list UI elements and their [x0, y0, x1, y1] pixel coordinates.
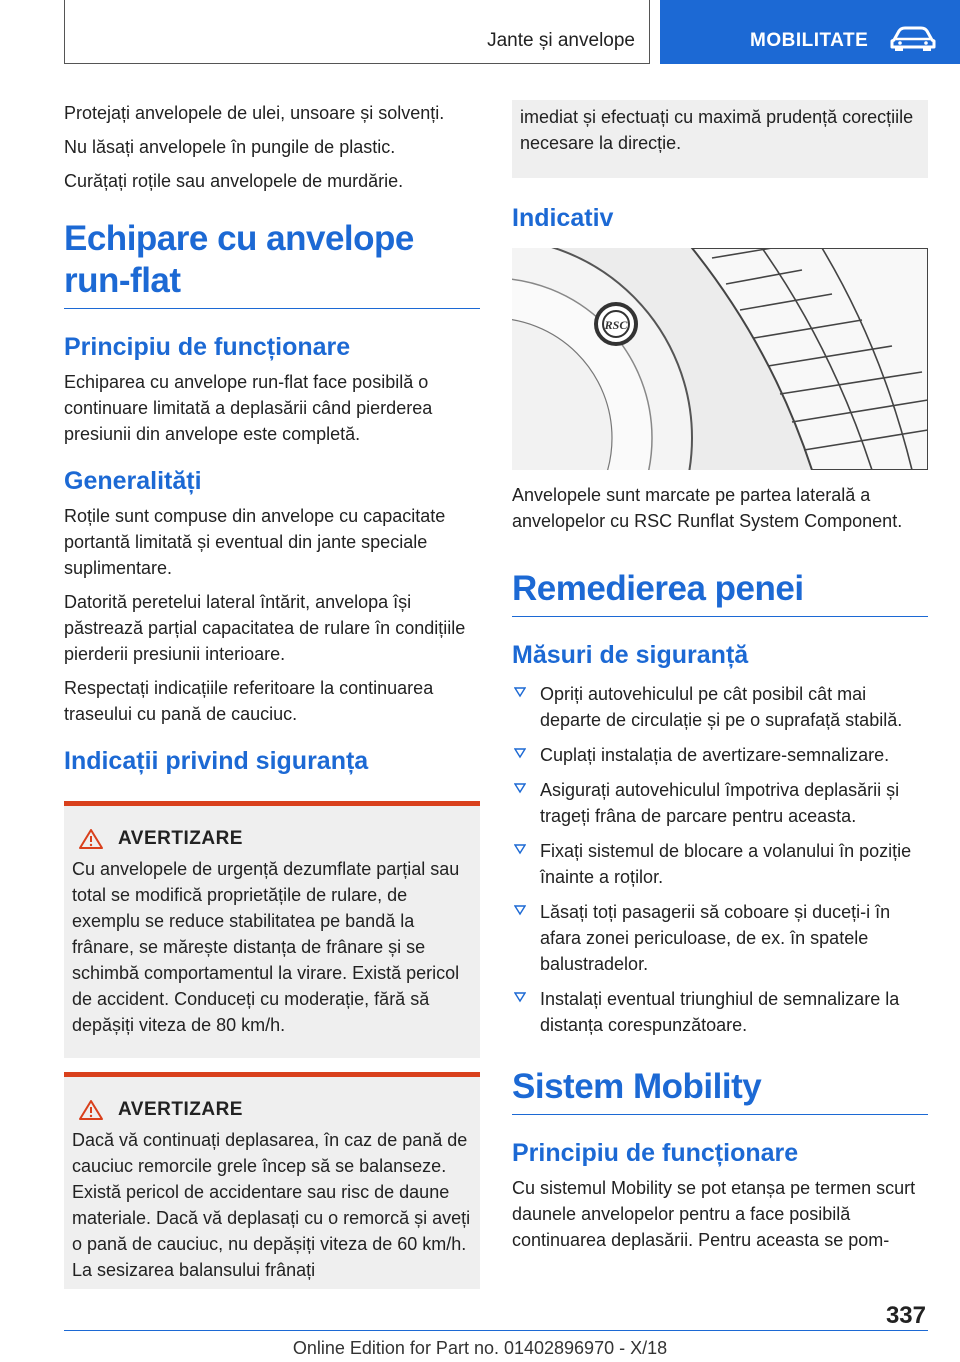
warning-continuation-text: imediat și efectuați cu maximă prudență corecțiile necesare la direcție. — [520, 107, 914, 153]
heading-runflat: Echipare cu anvelope run-flat — [64, 219, 414, 300]
heading-safety: Indicații privind siguranța — [64, 747, 369, 775]
header-chapter-title: MOBILITATE — [750, 30, 869, 51]
warning-continuation-box — [512, 100, 928, 178]
list-item — [512, 742, 928, 768]
triangle-bullet-icon — [514, 904, 526, 916]
general-paragraph-2: Datorită peretelui lateral întărit, anvelopa își păstrează parțial capacitatea de rulare în condițiile pierderii presiunii interioare. — [64, 592, 466, 664]
left-column — [64, 100, 480, 1289]
footer-edition: Online Edition for Part no. 01402896970 - X/18 — [292, 1338, 668, 1358]
runflat-tire-image — [512, 248, 928, 470]
list-item — [512, 899, 928, 977]
list-item — [512, 986, 928, 1038]
warning-title-2: AVERTIZARE — [118, 1099, 243, 1120]
warning-box-2 — [64, 1072, 480, 1289]
header-section-box — [64, 0, 650, 64]
heading-principle: Principiu de funcționare — [64, 333, 351, 361]
intro-paragraph-1: Protejați anvelopele de ulei, unsoare și solvenți. — [64, 103, 445, 123]
measure-text: Lăsați toți pasagerii să coboare și duceți-i în afara zonei periculoase, de ex. în spatele balustradelor. — [540, 902, 891, 974]
triangle-bullet-icon — [514, 782, 526, 794]
svg-text:RSC: RSC — [604, 318, 628, 332]
warning-triangle-icon — [78, 828, 104, 850]
warning-title-1: AVERTIZARE — [118, 828, 243, 849]
measure-text: Cuplați instalația de avertizare-semnalizare. — [540, 745, 890, 765]
triangle-bullet-icon — [514, 686, 526, 698]
list-item — [512, 681, 928, 733]
measure-text: Asigurați autovehiculul împotriva deplasării și trageți frâna de parcare pentru aceasta. — [540, 780, 900, 826]
measure-text: Opriți autovehiculul pe cât posibil cât mai departe de circulație și pe o suprafață stabilă. — [540, 684, 903, 730]
measure-text: Instalați eventual triunghiul de semnalizare la distanța corespunzătoare. — [540, 989, 900, 1035]
measures-list — [512, 681, 928, 1038]
warning-text-1: Cu anvelopele de urgență dezumflate parțial sau total se modifică proprietățile de rulare, de exemplu se reduce stabilitatea pe bandă la frânare, se mărește distanța de frânare și se schimbă comportamentul la virare. Există pericol de accident. Conduceți cu moderație, fără să depășiți viteza de 80 km/h. — [72, 859, 460, 1035]
footer-rule — [64, 1330, 928, 1331]
heading-repair: Remedierea penei — [512, 569, 804, 608]
heading-indicativ: Indicativ — [512, 204, 614, 232]
triangle-bullet-icon — [514, 843, 526, 855]
page-number: 337 — [885, 1302, 926, 1329]
measure-text: Fixați sistemul de blocare a volanului în poziție înainte a roților. — [540, 841, 912, 887]
triangle-bullet-icon — [514, 991, 526, 1003]
heading-rule — [512, 1114, 928, 1115]
list-item — [512, 838, 928, 890]
triangle-bullet-icon — [514, 747, 526, 759]
warning-triangle-icon — [78, 1099, 104, 1121]
principle-paragraph: Echiparea cu anvelope run-flat face posibilă o continuare limitată a deplasării când pierderea presiunii din anvelope este completă. — [64, 372, 433, 444]
heading-rule — [512, 616, 928, 617]
intro-paragraph-2: Nu lăsați anvelopele în pungile de plastic. — [64, 137, 396, 157]
general-paragraph-3: Respectați indicațiile referitoare la continuarea traseului cu pană de cauciuc. — [64, 678, 434, 724]
image-caption: Anvelopele sunt marcate pe partea laterală a anvelopelor cu RSC Runflat System Component. — [512, 485, 903, 531]
car-icon — [890, 26, 936, 52]
heading-measures: Măsuri de siguranță — [512, 641, 749, 669]
header-section-title: Jante și anvelope — [487, 30, 635, 51]
heading-mobility: Sistem Mobility — [512, 1067, 762, 1106]
intro-paragraph-3: Curățați roțile sau anvelopele de murdărie. — [64, 171, 404, 191]
mobility-paragraph: Cu sistemul Mobility se pot etanșa pe termen scurt daunele anvelopelor pentru a face posibilă continuarea deplasării. Pentru aceasta se pom- — [512, 1178, 916, 1250]
list-item — [512, 777, 928, 829]
heading-principle-2: Principiu de funcționare — [512, 1139, 799, 1167]
general-paragraph-1: Roțile sunt compuse din anvelope cu capacitate portantă limitată și eventual din jante speciale suplimentare. — [64, 506, 446, 578]
right-column — [512, 100, 928, 1261]
warning-box-1 — [64, 801, 480, 1058]
heading-rule — [64, 308, 480, 309]
warning-text-2: Dacă vă continuați deplasarea, în caz de pană de cauciuc remorcile grele încep să se balanseze. Există pericol de accidentare sau risc de daune materiale. Dacă vă deplasați cu o remorcă și aveți o pană de cauciuc, nu depășiți viteza de 60 km/h. La sesizarea balansului frânați — [72, 1130, 471, 1280]
header-chapter-box — [660, 0, 960, 64]
heading-general: Generalități — [64, 467, 202, 495]
